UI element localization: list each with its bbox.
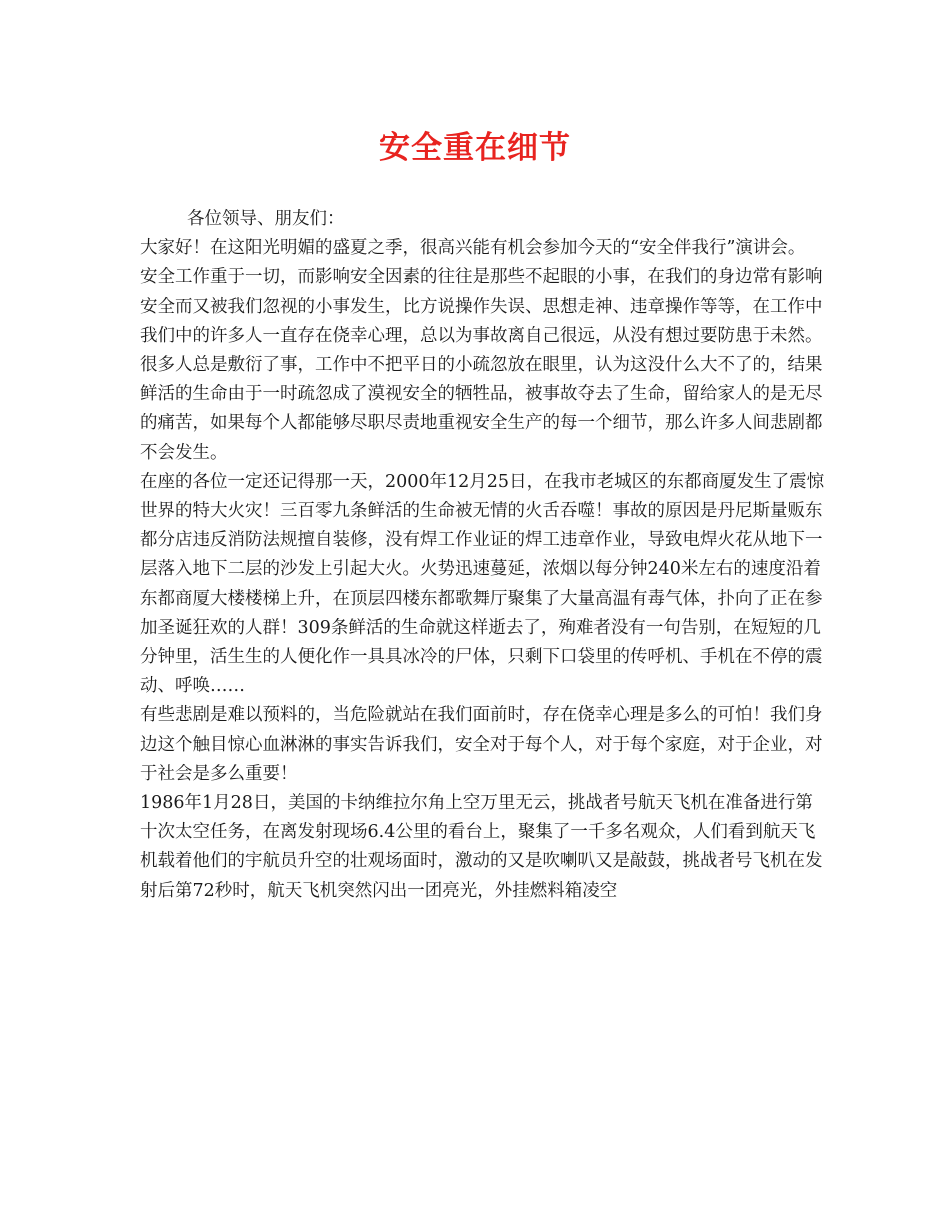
paragraph-3: 在座的各位一定还记得那一天，2000年12月25日，在我市老城区的东都商厦发生了震惊世界的特大火灾！三百零九条鲜活的生命被无情的火舌吞噬！事故的原因是丹尼斯量贩东都分店违反消防法规擅自装修，没有焊工作业证的焊工违章作业，导致电焊火花从地下一层落入地下二层的沙发上引起大火。火势迅速蔓延，浓烟以每分钟240米左右的速度沿着东都商厦大楼楼梯上升，在顶层四楼东都歌舞厅聚集了大量高温有毒气体，扑向了正在参加圣诞狂欢的人群！309条鲜活的生命就这样逝去了，殉难者没有一句告别，在短短的几分钟里，活生生的人便化作一具具冰冷的尸体，只剩下口袋里的传呼机、手机在不停的震动、呼唤…… [140,471,825,697]
paragraph-5: 1986年1月28日，美国的卡纳维拉尔角上空万里无云，挑战者号航天飞机在准备进行第十次太空任务，在离发射现场6.4公里的看台上，聚集了一千多名观众，人们看到航天飞机载着他们的宇航员升空的壮观场面时，激动的又是吹喇叭又是敲鼓，挑战者号飞机在发射后第72秒时，航天飞机突然闪出一团亮光，外挂燃料箱凌空 [140,793,823,901]
greeting-line: 各位领导、朋友们： [187,209,345,229]
paragraph-2: 安全工作重于一切，而影响安全因素的往往是那些不起眼的小事，在我们的身边常有影响安全而又被我们忽视的小事发生，比方说操作失误、思想走神、违章操作等等，在工作中我们中的许多人一直存在侥幸心理，总以为事故离自己很远，从没有想过要防患于未然。很多人总是敷衍了事，工作中不把平日的小疏忽放在眼里，认为这没什么大不了的，结果鲜活的生命由于一时疏忽成了漠视安全的牺牲品，被事故夺去了生命，留给家人的是无尽的痛苦，如果每个人都能够尽职尽责地重视安全生产的每一个细节，那么许多人间悲剧都不会发生。 [140,267,823,463]
paragraph-4: 有些悲剧是难以预料的，当危险就站在我们面前时，存在侥幸心理是多么的可怕！我们身边这个触目惊心血淋淋的事实告诉我们，安全对于每个人，对于每个家庭，对于企业，对于社会是多么重要！ [140,705,823,784]
document-body [140,205,826,906]
document-title: 安全重在细节 [379,130,571,166]
paragraph-1: 大家好！在这阳光明媚的盛夏之季，很高兴能有机会参加今天的“安全伴我行”演讲会。 [140,238,806,259]
